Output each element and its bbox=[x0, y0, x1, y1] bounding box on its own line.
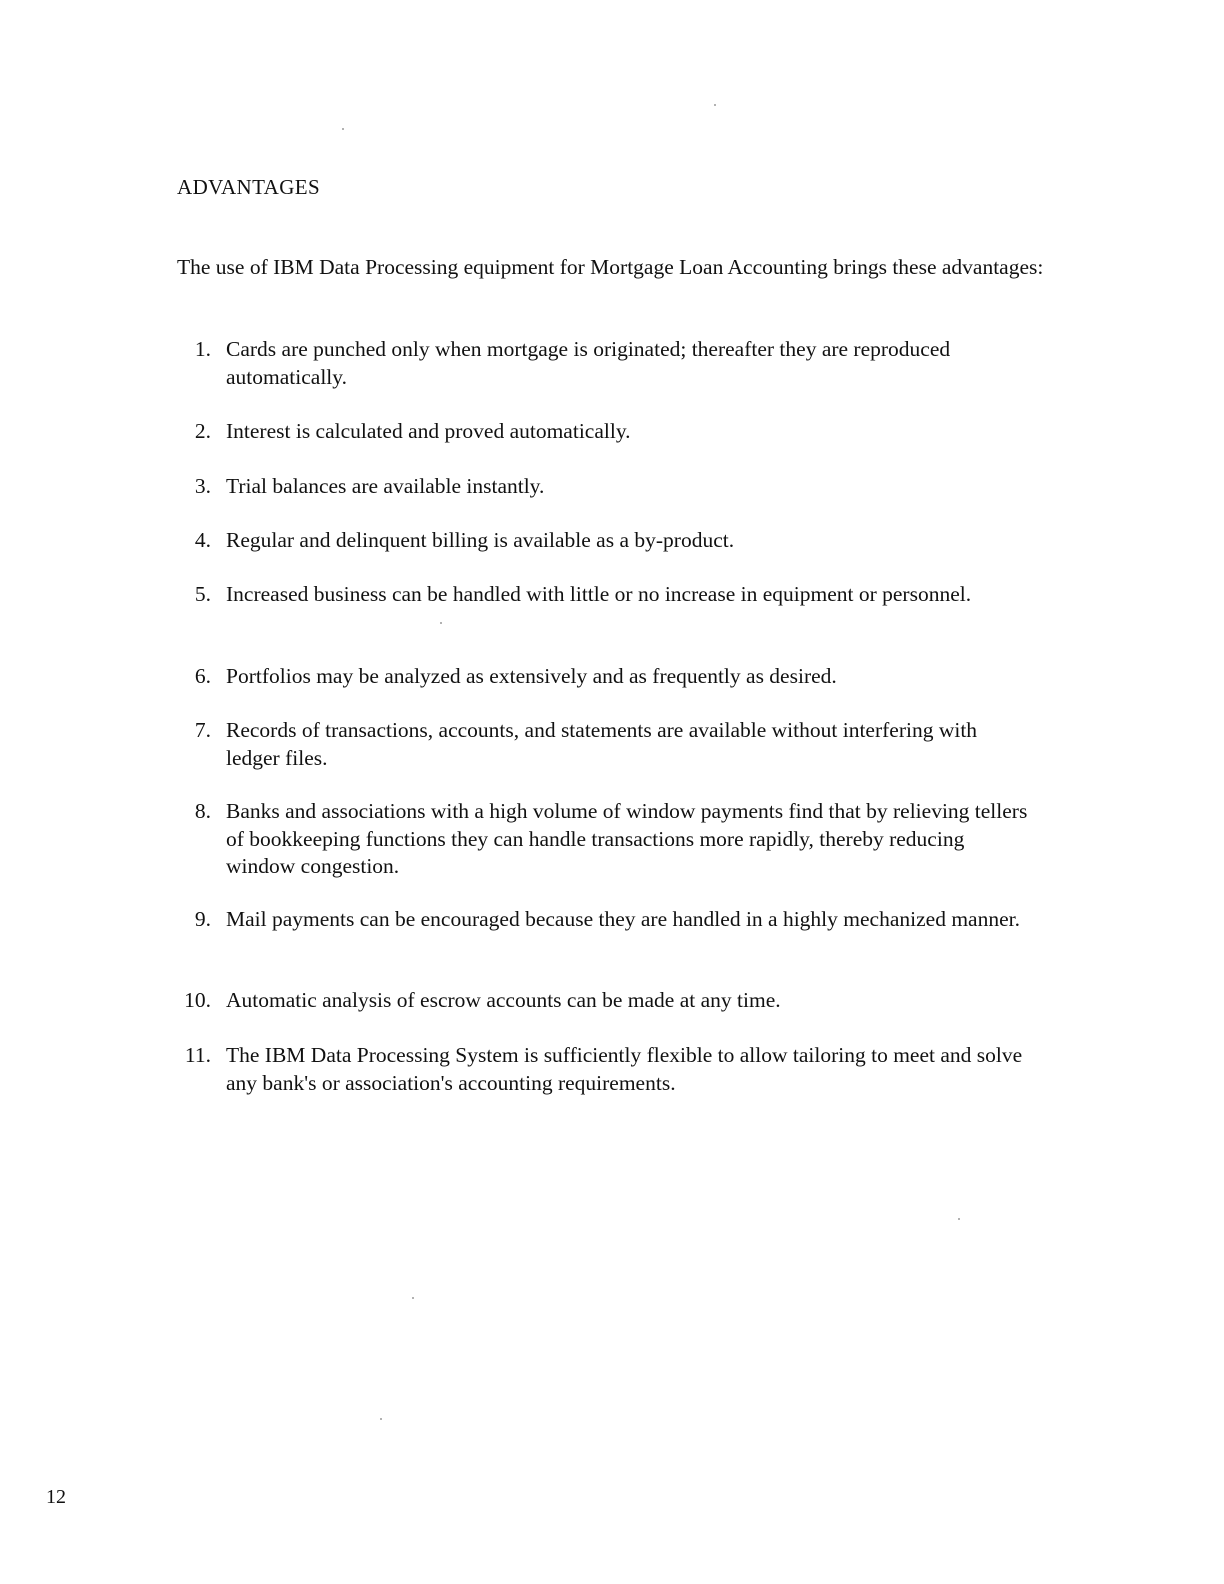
item-text: Mail payments can be encouraged because they are handled in a highly mechanized manner. bbox=[226, 907, 1020, 931]
item-text: Regular and delinquent billing is available as a by-product. bbox=[226, 528, 735, 552]
item-text: Interest is calculated and proved automatically. bbox=[226, 419, 631, 443]
item-number: 6. bbox=[194, 664, 211, 688]
item-text: Trial balances are available instantly. bbox=[226, 474, 545, 498]
item-text: The IBM Data Processing System is sufficiently flexible to allow tailoring to meet and solve any bank's or association's accounting requirements. bbox=[226, 1043, 1023, 1095]
intro-paragraph: The use of IBM Data Processing equipment for Mortgage Loan Accounting brings these advantages: bbox=[177, 255, 1044, 279]
item-number: 11. bbox=[184, 1043, 211, 1067]
scan-speck bbox=[412, 1297, 414, 1299]
item-text: Records of transactions, accounts, and statements are available without interfering with ledger files. bbox=[226, 718, 978, 770]
item-text: Increased business can be handled with little or no increase in equipment or personnel. bbox=[226, 582, 972, 606]
scan-speck bbox=[958, 1218, 960, 1220]
item-number: 4. bbox=[194, 528, 211, 552]
item-number: 2. bbox=[194, 419, 211, 443]
item-number: 10. bbox=[184, 988, 211, 1012]
scan-speck bbox=[380, 1418, 382, 1420]
item-number: 7. bbox=[194, 718, 211, 742]
scan-speck bbox=[342, 128, 344, 130]
scan-speck bbox=[714, 104, 716, 106]
section-heading: ADVANTAGES bbox=[177, 175, 321, 199]
item-text: Automatic analysis of escrow accounts can be made at any time. bbox=[226, 988, 781, 1012]
item-text: Cards are punched only when mortgage is originated; thereafter they are reproduced automatically. bbox=[226, 337, 951, 389]
item-number: 1. bbox=[194, 337, 211, 361]
item-number: 8. bbox=[194, 799, 211, 823]
item-text: Portfolios may be analyzed as extensively and as frequently as desired. bbox=[226, 664, 837, 688]
item-number: 5. bbox=[194, 582, 211, 606]
item-number: 9. bbox=[194, 907, 211, 931]
page-number: 12 bbox=[46, 1486, 66, 1508]
scan-speck bbox=[440, 622, 442, 624]
item-number: 3. bbox=[194, 474, 211, 498]
item-text: Banks and associations with a high volume of window payments find that by relieving tellers of bookkeeping functions they can handle transactions more rapidly, thereby reducing window congestion. bbox=[226, 799, 1028, 878]
